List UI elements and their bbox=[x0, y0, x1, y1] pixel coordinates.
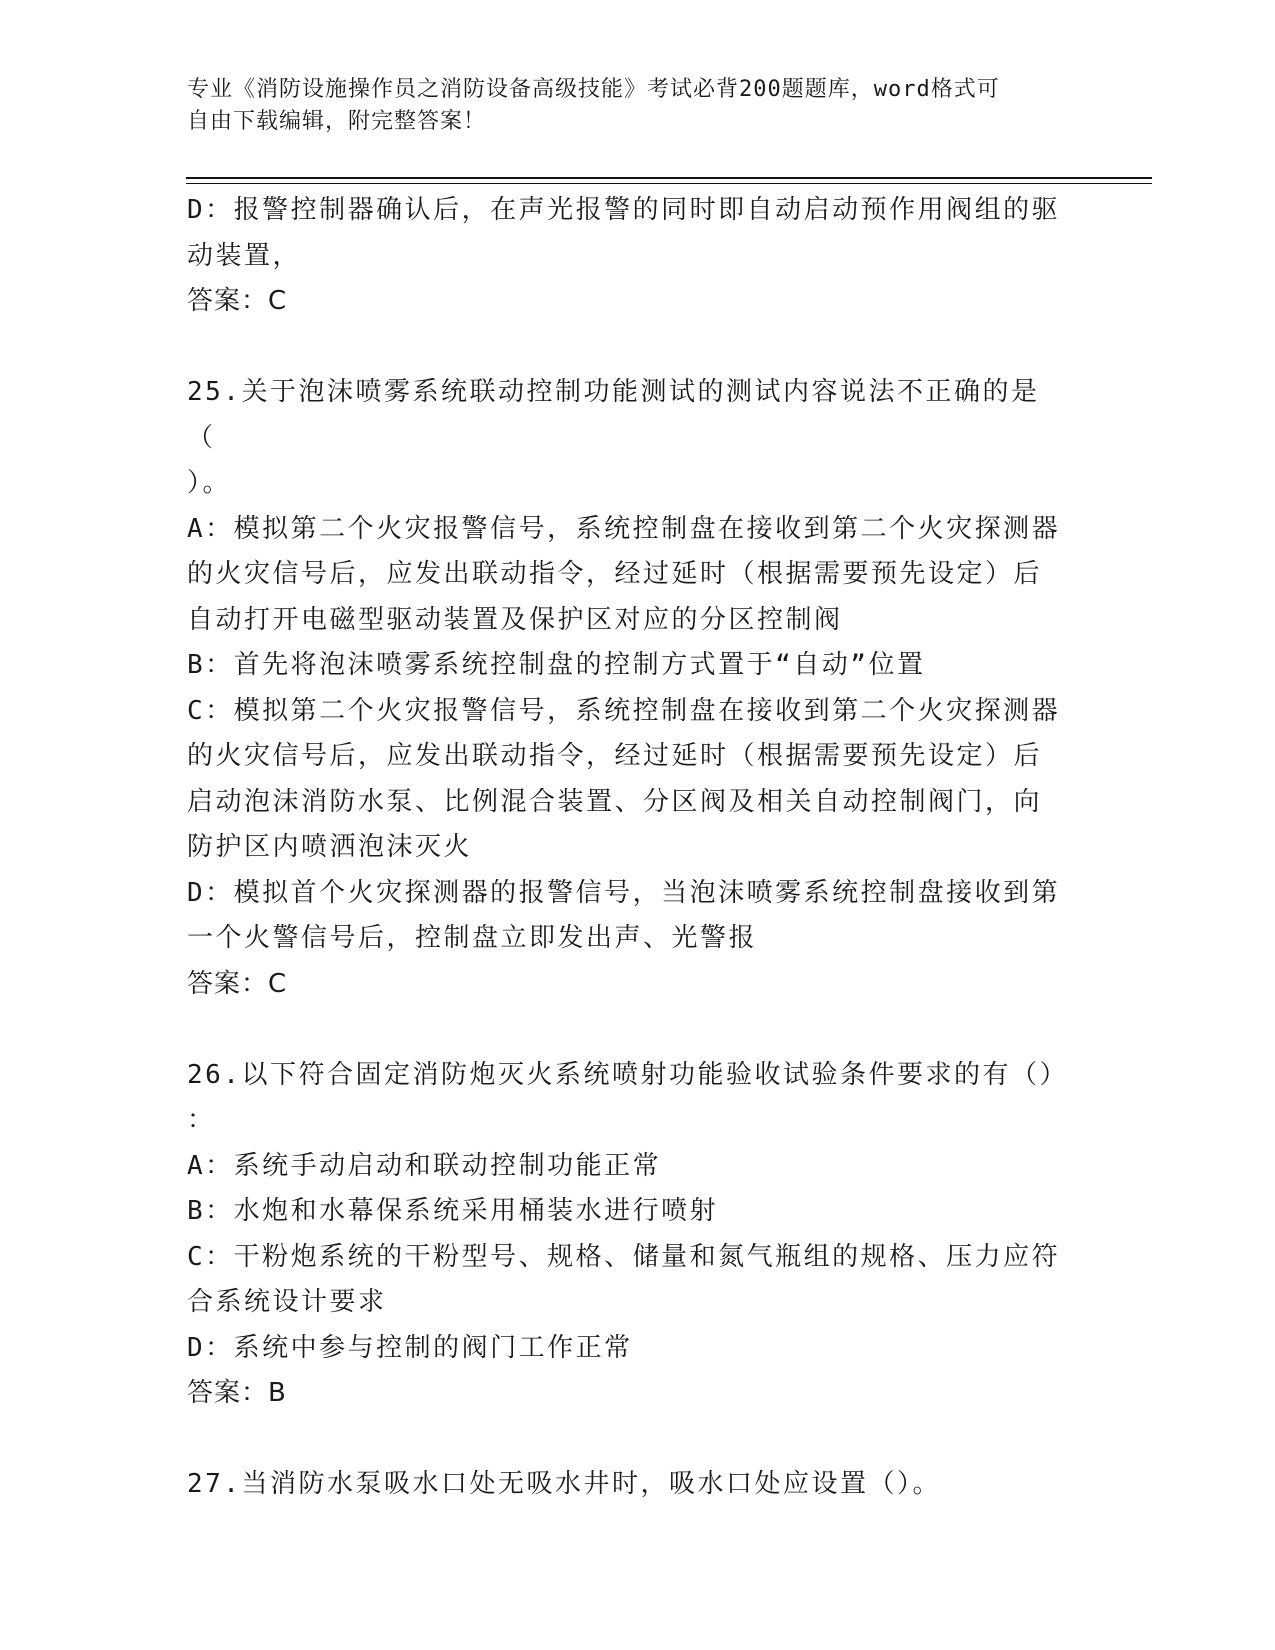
header-line-2: 自由下载编辑，附完整答案！ bbox=[187, 109, 487, 134]
question-stem-continued: ： bbox=[187, 1105, 216, 1135]
question-27 bbox=[187, 1462, 1067, 1508]
header-line-1: 专业《消防设施操作员之消防设备高级技能》考试必背200题题库，word格式可 bbox=[187, 77, 1000, 102]
option-b: B：水炮和水幕保系统采用桶装水进行喷射 bbox=[187, 1196, 719, 1226]
option-a-continued: 自动打开电磁型驱动装置及保护区对应的分区控制阀 bbox=[187, 604, 843, 635]
question-stem: 25.关于泡沫喷雾系统联动控制功能测试的测试内容说法不正确的是（ bbox=[187, 377, 1040, 453]
question-25 bbox=[187, 370, 1067, 1007]
option-d: D：模拟首个火灾探测器的报警信号，当泡沫喷雾系统控制盘接收到第 bbox=[187, 877, 1061, 908]
option-d-continued: 一个火警信号后，控制盘立即发出声、光警报 bbox=[187, 923, 758, 953]
document-header bbox=[187, 74, 1067, 138]
spacer bbox=[187, 325, 1067, 371]
answer: 答案：C bbox=[187, 286, 288, 316]
option-b: B：首先将泡沫喷雾系统控制盘的控制方式置于“自动”位置 bbox=[187, 650, 926, 680]
document-body bbox=[187, 188, 1067, 1508]
question-stem: 27.当消防水泵吸水口处无吸水井时，吸水口处应设置（）。 bbox=[187, 1469, 941, 1499]
option-c-continued: 合系统设计要求 bbox=[187, 1287, 387, 1317]
option-c-continued: 防护区内喷洒泡沫灭火 bbox=[187, 832, 473, 862]
option-c: C：模拟第二个火灾报警信号，系统控制盘在接收到第二个火灾探测器 bbox=[187, 695, 1061, 726]
option-c-continued: 启动泡沫消防水泵、比例混合装置、分区阀及相关自动控制阀门，向 bbox=[187, 786, 1043, 817]
option-d: D：系统中参与控制的阀门工作正常 bbox=[187, 1332, 633, 1363]
option-d-continued: 动装置， bbox=[187, 240, 302, 271]
option-c: C：干粉炮系统的干粉型号、规格、储量和氮气瓶组的规格、压力应符 bbox=[187, 1241, 1061, 1272]
question-26 bbox=[187, 1053, 1067, 1417]
option-a: A：系统手动启动和联动控制功能正常 bbox=[187, 1150, 662, 1181]
spacer bbox=[187, 1417, 1067, 1463]
spacer bbox=[187, 1007, 1067, 1053]
option-c-continued: 的火灾信号后，应发出联动指令，经过延时（根据需要预先设定）后 bbox=[187, 741, 1043, 771]
question-stem: 26.以下符合固定消防炮灭火系统喷射功能验收试验条件要求的有（） bbox=[187, 1059, 1068, 1090]
header-rule-thick bbox=[186, 177, 1152, 179]
option-d: D：报警控制器确认后，在声光报警的同时即自动启动预作用阀组的驱 bbox=[187, 195, 1061, 225]
question-24-tail bbox=[187, 188, 1067, 325]
answer: 答案：B bbox=[187, 1378, 287, 1408]
header-rule-thin bbox=[186, 183, 1152, 184]
answer: 答案：C bbox=[187, 968, 288, 999]
question-stem-continued: ）。 bbox=[187, 468, 232, 498]
option-a-continued: 的火灾信号后，应发出联动指令，经过延时（根据需要预先设定）后 bbox=[187, 559, 1043, 589]
option-a: A：模拟第二个火灾报警信号，系统控制盘在接收到第二个火灾探测器 bbox=[187, 513, 1061, 544]
